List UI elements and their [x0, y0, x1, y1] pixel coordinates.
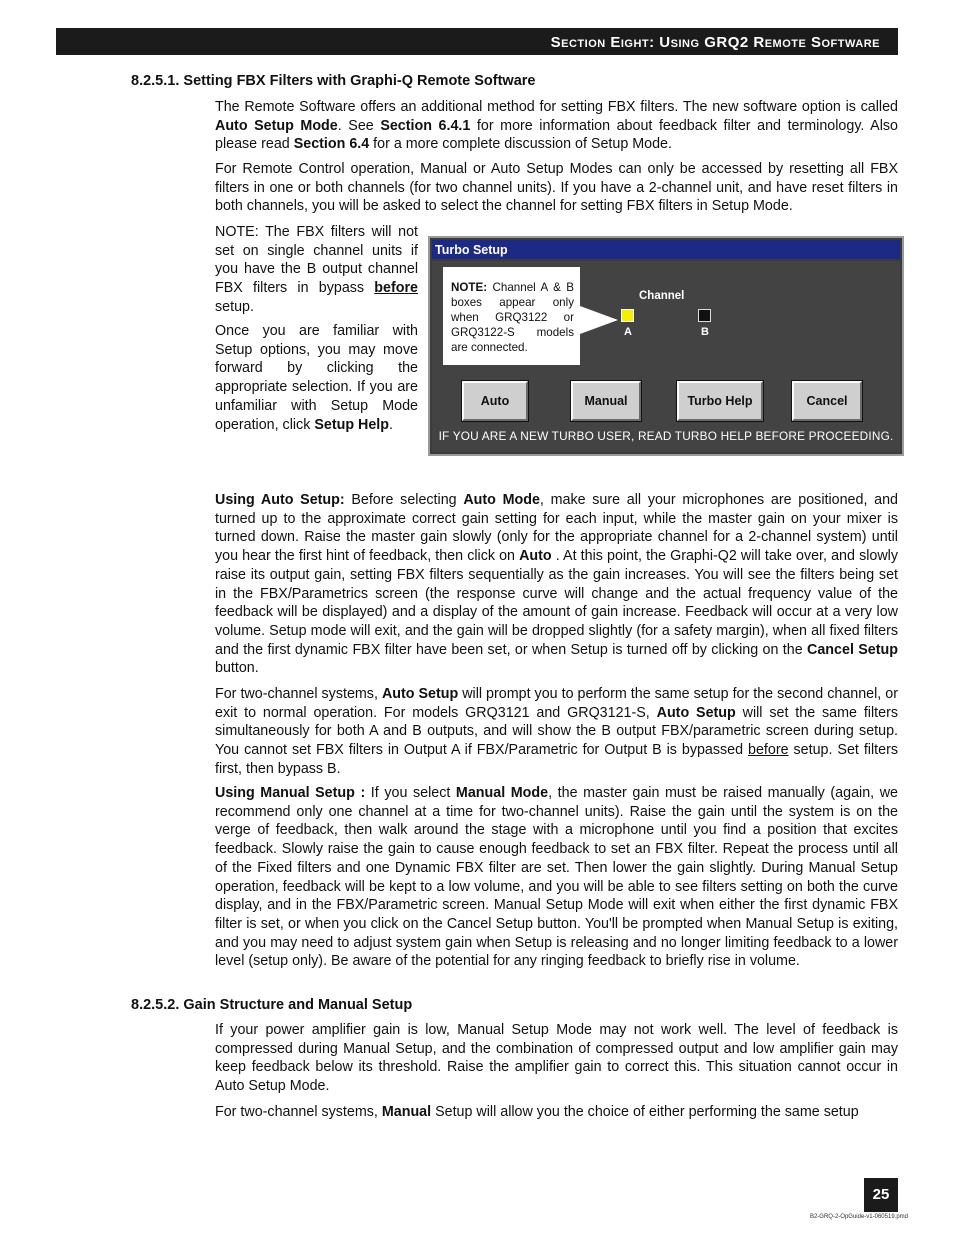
section-header-title: Section Eight: Using GRQ2 Remote Software [550, 34, 880, 51]
cancel-button[interactable]: Cancel [792, 381, 862, 421]
dialog-body [432, 261, 900, 452]
turbo-help-button[interactable]: Turbo Help [677, 381, 763, 421]
heading-8-2-5-1: 8.2.5.1. Setting FBX Filters with Graphi-Q Remote Software [131, 73, 536, 89]
turbo-warning-banner: IF YOU ARE A NEW TURBO USER, READ TURBO HELP BEFORE PROCEEDING. [438, 429, 894, 443]
channel-a-checkbox[interactable] [621, 309, 634, 322]
note-label: NOTE: [451, 281, 488, 294]
remote-control-paragraph: For Remote Control operation, Manual or Auto Setup Modes can only be accessed by resetting all FBX filters in one or both channels (for two channel units). If you have a 2-channel unit, and have reset filters in both channels, you will be asked to select the channel for setting FBX filters in Setup Mode. [215, 161, 898, 215]
intro-paragraph: The Remote Software offers an additional method for setting FBX filters. The new software option is called Auto Setup Mode. See Section 6.4.1 for more information about feedback filter and terminology. Also please read Section 6.4 for a more complete discussion of Setup Mode. [215, 99, 898, 153]
heading-8-2-5-2: 8.2.5.2. Gain Structure and Manual Setup [131, 997, 413, 1013]
familiar-paragraph: Once you are familiar with Setup options, you may move forward by clicking the appropriate selection. If you are unfamiliar with Setup Mode operation, click Setup Help. [215, 323, 418, 433]
auto-setup-paragraph: Using Auto Setup: Before selecting Auto Mode, make sure all your microphones are positioned, and turned up to the approximate correct gain setting for each input, while the master gain on your mixer is turned down. Raise the master gain slowly (only for the appropriate channel for a 2-channel system) until you hear the first hint of feedback, then click on Auto . At this point, the Graphi-Q2 will take over, and slowly raise its output gain, setting FBX filters sequentially as the gain increases. You will see the filters being set in the FBX/Parametrics screen (the response curve will change and the actual frequency value of the feedback will be displayed) and a display of the amount of gain increase. Feedback will occur at a very low volume. Setup mode will exit, and the gain will be dropped slightly (for a safety margin), when all fixed filters and the first dynamic FBX filter have been set, or when Setup is turned off by clicking on the Cancel Setup button. [215, 492, 898, 677]
auto-button[interactable]: Auto [462, 381, 528, 421]
channel-a-label: A [624, 326, 632, 338]
manual-setup-paragraph: Using Manual Setup : If you select Manual Mode, the master gain must be raised manually (again, we recommend only one channel at a time for two-channel units). Raise the gain until the system is on the verge of feedback, then walk around the stage with a microphone until you find a position that excites feedback. Slowly raise the gain to cause enough feedback to set an FBX filter. Repeat the process until all of the Fixed filters and one Dynamic FBX filter are set. Then lower the gain slightly. During Manual Setup operation, feedback will be kept to a low volume, and you will be able to see filters setting on both the curve display, and in the FBX/Parametric screen. Manual Setup Mode will exit when either the first dynamic FBX filter is set, or when you click on the Cancel Setup button. You'll be prompted when Manual Setup is exiting, and you may need to adjust system gain when Setup is releasing and no longer limiting feedback to a lower level (setup only). Be aware of the potential for any ringing feedback to briefly rise in volume. [215, 785, 898, 970]
turbo-setup-dialog [428, 236, 904, 456]
channel-b-checkbox[interactable] [698, 309, 711, 322]
channel-note-box [443, 267, 580, 365]
two-channel-manual-paragraph: For two-channel systems, Manual Setup will allow you the choice of either performing the same setup [215, 1104, 859, 1120]
note-text: Channel A & B boxes appear only when GRQ3122 or GRQ3122-S models are connected. [451, 281, 574, 354]
dialog-title: Turbo Setup [435, 243, 508, 257]
channel-b-label: B [701, 326, 709, 338]
gain-structure-paragraph: If your power amplifier gain is low, Manual Setup Mode may not work well. The level of feedback is compressed during Manual Setup, and the combination of compressed output and low amplifier gain may keep feedback below its threshold. Raise the amplifier gain to correct this. This situation cannot occur in Auto Setup Mode. [215, 1022, 898, 1095]
fbx-note-paragraph: NOTE: The FBX filters will not set on single channel units if you have the B output channel FBX filters in bypass before setup. [215, 224, 418, 315]
channel-label: Channel [639, 290, 685, 302]
page-number: 25 [864, 1178, 898, 1212]
manual-button[interactable]: Manual [571, 381, 641, 421]
two-channel-paragraph: For two-channel systems, Auto Setup will prompt you to perform the same setup for the second channel, or exit to normal operation. For models GRQ3121 and GRQ3121-S, Auto Setup will set the same filters simultaneously for both A and B outputs, and will show the B output FBX/parametric screen during setup. You cannot set FBX filters in Output A if FBX/Parametric for Output B is bypassed before setup. Set filters first, then bypass B. [215, 686, 898, 777]
dialog-titlebar [432, 240, 900, 259]
footer-file-code: B2-GRQ-2-OpGuide-v1-060519.pmd [809, 1214, 908, 1220]
section-header-bar [56, 28, 898, 55]
note-pointer [580, 306, 618, 334]
